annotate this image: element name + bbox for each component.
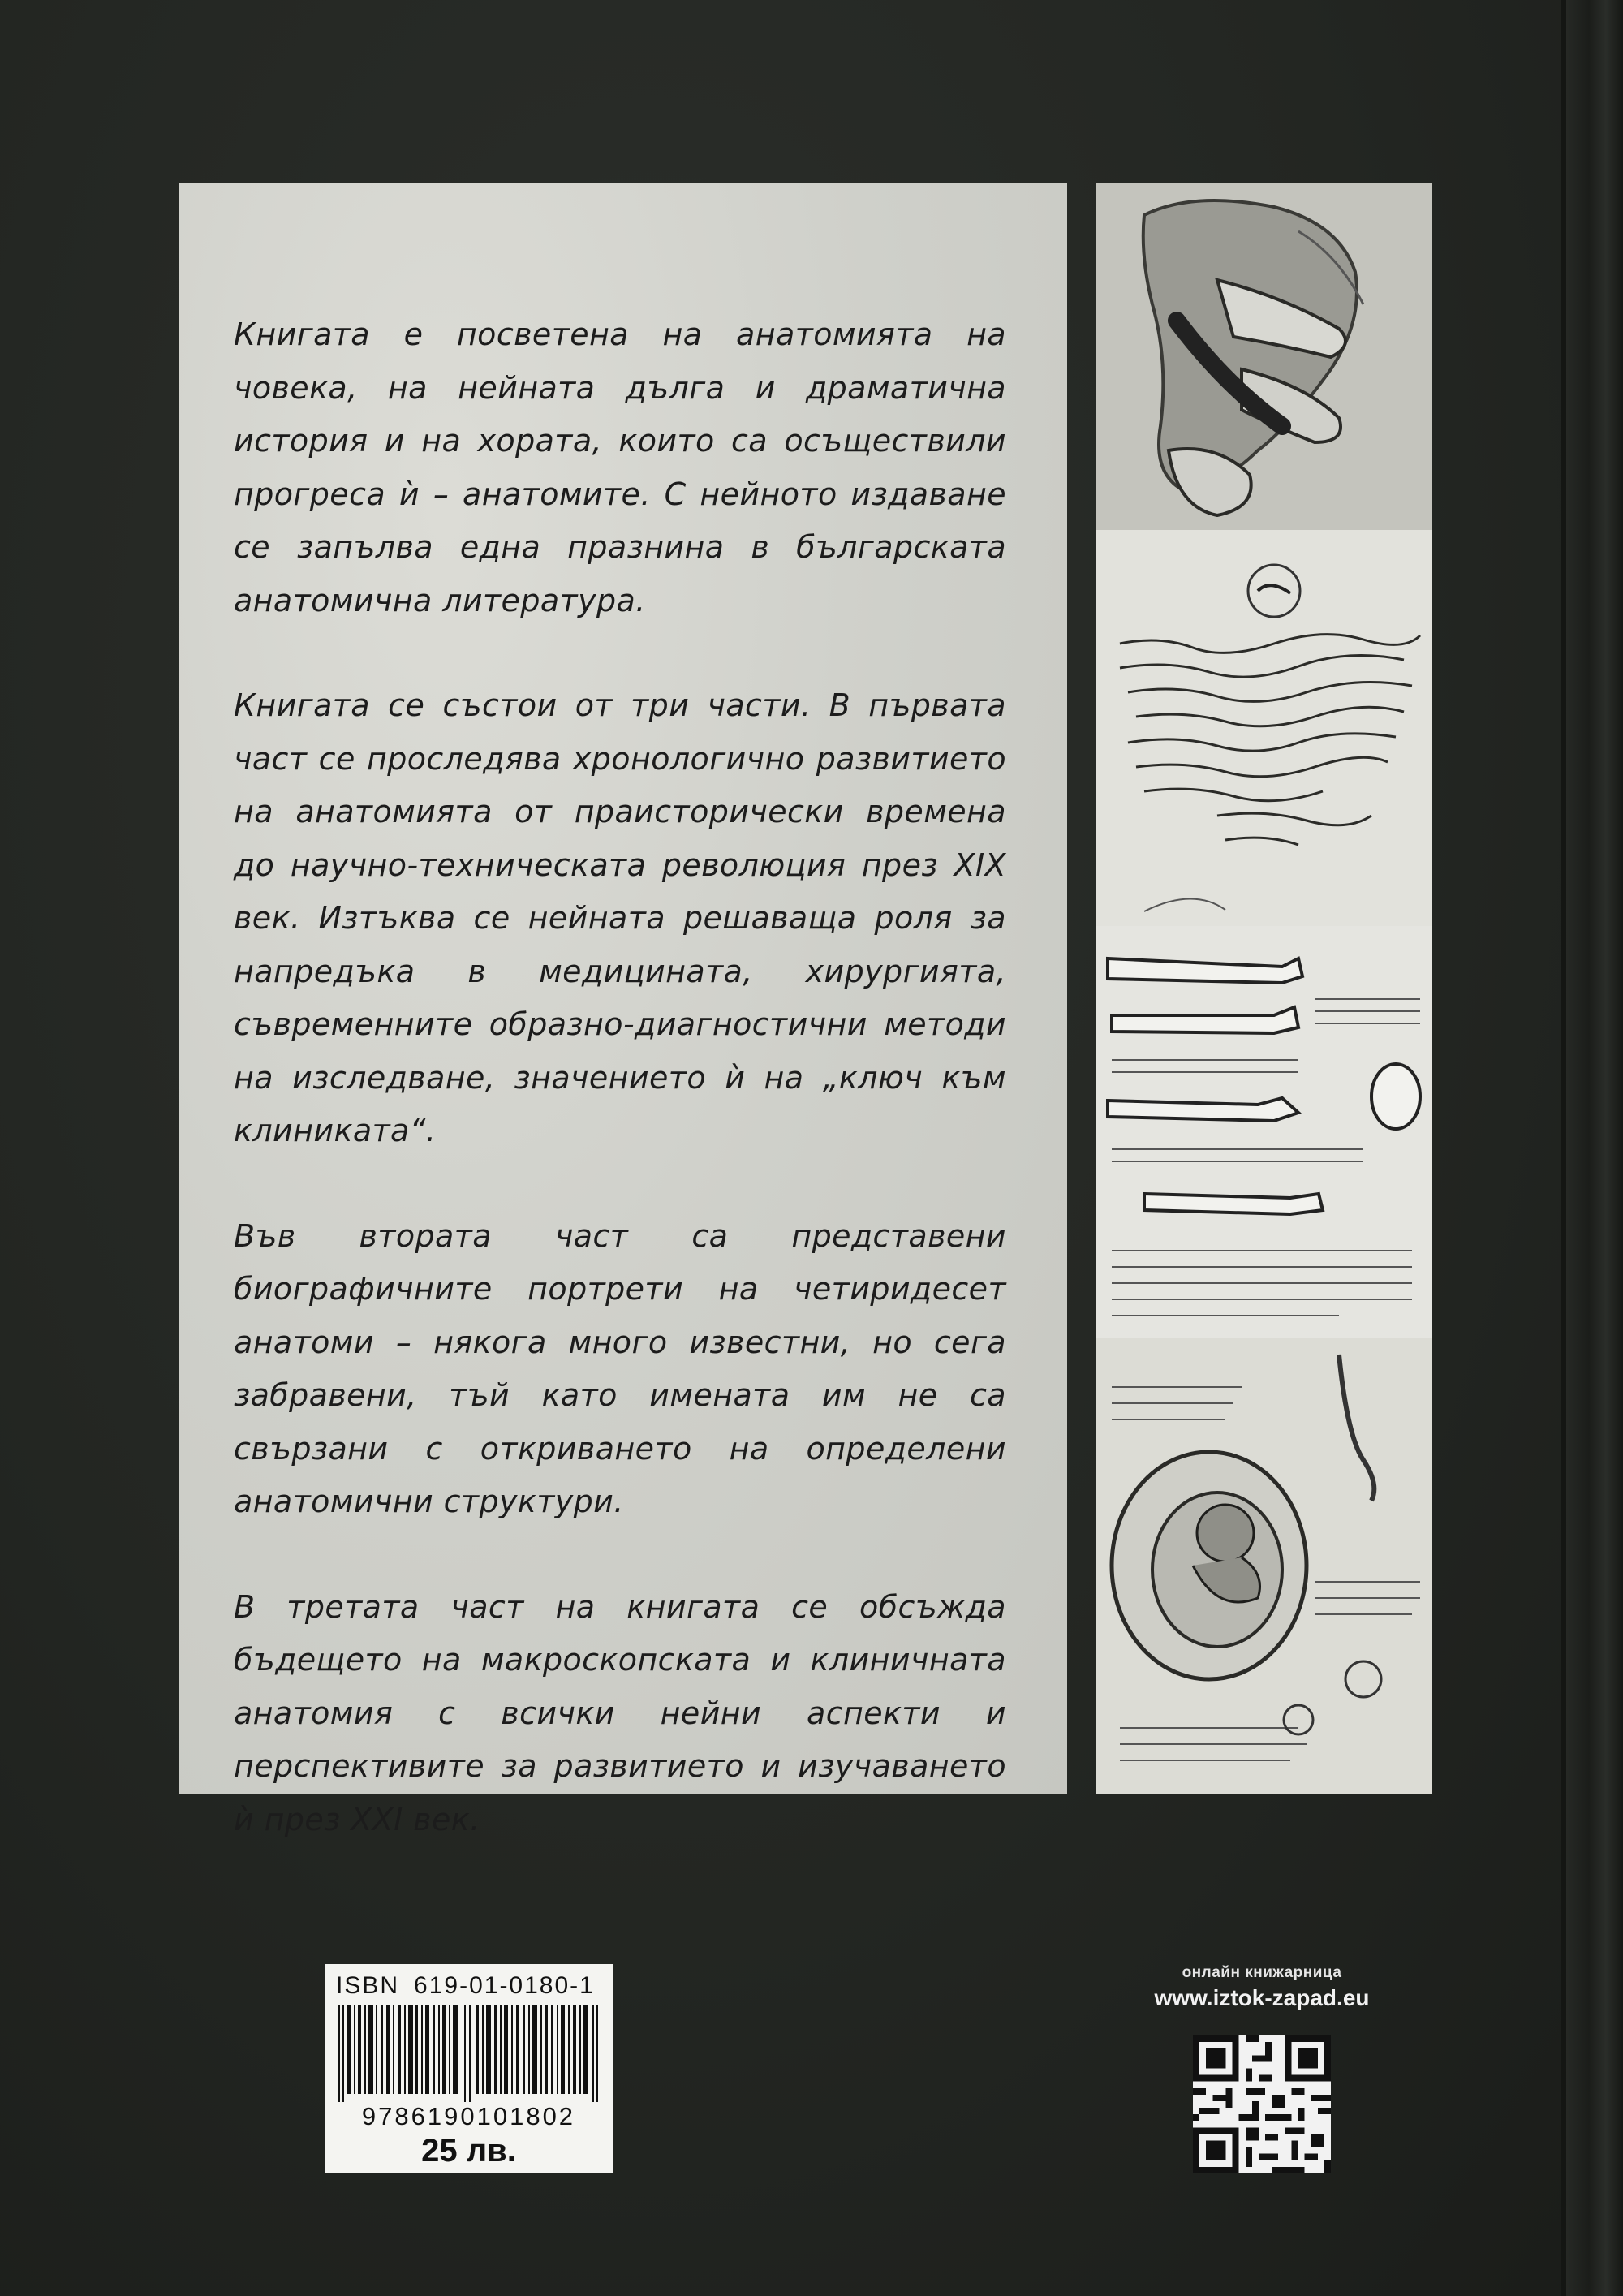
plate-manuscript	[1096, 530, 1432, 926]
arabic-manuscript-icon	[1096, 530, 1432, 926]
barcode-label	[325, 1964, 613, 2173]
store-url[interactable]: www.iztok-zapad.eu	[1154, 1985, 1370, 2010]
fetus-in-womb-sketch-icon	[1096, 1338, 1432, 1794]
arm-bones-sketch-icon	[1096, 926, 1432, 1338]
isbn-number: 619-01-0180-1	[414, 1972, 595, 1999]
price: 25 лв.	[421, 2133, 516, 2169]
description-panel	[179, 183, 1067, 1837]
publisher-block	[1079, 1964, 1444, 2173]
hand-sketch-icon	[1096, 183, 1432, 530]
plate-arm-bones	[1096, 926, 1432, 1338]
plate-fetus	[1096, 1338, 1432, 1794]
description-paragraph-2: Книгата се състои от три части. В първата част се проследява хронологично развитието на анатомията от праисторически времена до научно-техническата революция през XIX век. Изтъква се нейната решаваща роля за напредъка в медицината, хирургията, съвременните образно-диагностични методи на изследване, значението ѝ на „ключ към клиниката“.	[234, 687, 1006, 1148]
description-paragraph-1: Книгата е посветена на анатомията на човека, на нейната дълга и драматична история и на хората, които са осъществили прогреса ѝ – анатомите. С нейното издаване се запълва една празнина в българската анатомична литература.	[234, 317, 1006, 618]
qr-code-icon[interactable]	[1193, 2035, 1331, 2173]
illustration-strip	[1096, 183, 1432, 1794]
ean-digits: 9786190101802	[361, 2102, 576, 2130]
barcode-icon	[336, 2005, 601, 2102]
plate-hand	[1096, 183, 1432, 530]
isbn-label: ISBN	[336, 1972, 400, 1999]
store-caption: онлайн книжарница	[1182, 1964, 1342, 1981]
isbn-line	[336, 1972, 601, 2000]
spine-edge	[1566, 0, 1623, 2296]
description-paragraph-3: Във втората част са представени биографичните портрети на четиридесет анатоми – някога много известни, но сега забравени, тъй като имената им не са свързани с откриването на определени анатомични структури.	[234, 1217, 1006, 1519]
description-paragraph-4: В третата част на книгата се обсъжда бъдещето на макроскопската и клиничната анатомия с всички нейни аспекти и перспективите за развитието и изучаването ѝ през XXI век.	[234, 1588, 1006, 1837]
